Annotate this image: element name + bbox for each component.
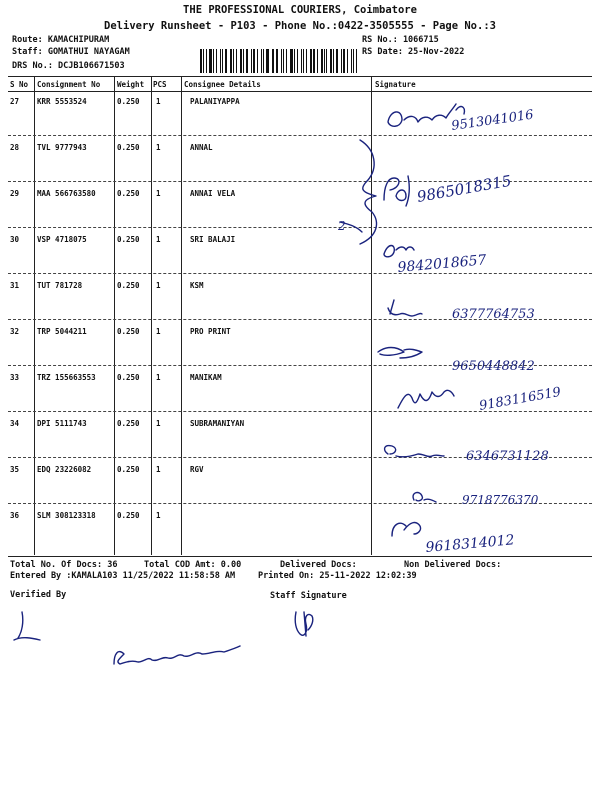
cell-consignment: TUT 781728 <box>37 281 83 290</box>
cell-pcs: 1 <box>156 465 161 474</box>
cell-consignment: MAA 566763580 <box>37 189 96 198</box>
handwritten-phone: 9183116519 <box>478 384 563 414</box>
cell-pcs: 1 <box>156 511 161 520</box>
cell-pcs: 1 <box>156 235 161 244</box>
cell-sno: 27 <box>10 97 20 106</box>
cell-sno: 33 <box>10 373 20 382</box>
cell-weight: 0.250 <box>117 327 140 336</box>
handwritten-phone: 9618314012 <box>424 532 516 556</box>
cell-sno: 28 <box>10 143 20 152</box>
signature-scrawl <box>378 348 422 359</box>
bracket-mark <box>360 140 376 244</box>
cell-weight: 0.250 <box>117 511 140 520</box>
cell-consignee: PALANIYAPPA <box>190 97 240 106</box>
handwritten-phone: 6377764753 <box>452 307 535 322</box>
cell-consignment: TRZ 155663553 <box>37 373 96 382</box>
cell-consignee: PRO PRINT <box>190 327 231 336</box>
route-label: Route: KAMACHIPURAM <box>12 35 110 45</box>
handwritten-phone: 9842018657 <box>396 252 488 276</box>
handwritten-phone: 9865018315 <box>415 171 513 206</box>
handwritten-phone: 9513041016 <box>450 107 535 134</box>
verified-signature <box>114 646 240 664</box>
cell-pcs: 1 <box>156 189 161 198</box>
col-header-consignment: Consignment No <box>37 80 101 89</box>
table-bottom-rule <box>8 556 592 557</box>
staff-label: Staff: GOMATHUI NAYAGAM <box>12 47 130 57</box>
signature-scrawl <box>388 300 422 316</box>
cell-weight: 0.250 <box>117 235 140 244</box>
signature-scrawl <box>384 176 409 206</box>
printed-on: Printed On: 25-11-2022 12:02:39 <box>258 571 417 581</box>
handwritten-phone: 6346731128 <box>466 449 549 464</box>
signature-scrawl <box>392 523 421 536</box>
company-title: THE PROFESSIONAL COURIERS, Coimbatore <box>183 4 417 16</box>
cell-sno: 32 <box>10 327 20 336</box>
cell-consignment: DPI 5111743 <box>37 419 87 428</box>
cell-pcs: 1 <box>156 419 161 428</box>
cell-weight: 0.250 <box>117 97 140 106</box>
staff-signature <box>295 612 313 636</box>
cell-sno: 29 <box>10 189 20 198</box>
cell-pcs: 1 <box>156 97 161 106</box>
handwritten-phone: 9650448842 <box>452 359 535 374</box>
col-header-consignee: Consignee Details <box>184 80 261 89</box>
col-header-signature: Signature <box>375 80 416 89</box>
total-docs: Total No. Of Docs: 36 <box>10 560 118 570</box>
cell-sno: 31 <box>10 281 20 290</box>
cell-pcs: 1 <box>156 327 161 336</box>
total-cod: Total COD Amt: 0.00 <box>144 560 242 570</box>
signature-scrawl <box>384 246 414 257</box>
signature-scrawl <box>398 390 454 408</box>
cell-consignee: ANNAI VELA <box>190 189 236 198</box>
cell-sno: 36 <box>10 511 20 520</box>
cell-weight: 0.250 <box>117 189 140 198</box>
rs-date: RS Date: 25-Nov-2022 <box>362 47 465 57</box>
entered-by: Entered By :KAMALA103 11/25/2022 11:58:58 AM <box>10 571 236 581</box>
signature-scrawl <box>385 446 444 457</box>
col-header-weight: Weight <box>117 80 145 89</box>
cell-consignment: VSP 4718075 <box>37 235 87 244</box>
cell-consignment: EDQ 23226082 <box>37 465 92 474</box>
col-header-sno: S No <box>10 80 29 89</box>
runsheet-title: Delivery Runsheet - P103 - Phone No.:0422-3505555 - Page No.:3 <box>104 20 496 32</box>
verified-by-label: Verified By <box>10 590 67 600</box>
cell-consignment: TRP 5044211 <box>37 327 87 336</box>
cell-weight: 0.250 <box>117 143 140 152</box>
cell-consignee: KSM <box>190 281 204 290</box>
cell-consignee: SRI BALAJI <box>190 235 236 244</box>
signature-scrawl <box>413 493 436 502</box>
cell-consignee: RGV <box>190 465 204 474</box>
staff-signature-label: Staff Signature <box>270 591 347 601</box>
cell-sno: 30 <box>10 235 20 244</box>
verified-signature <box>14 612 40 640</box>
cell-sno: 35 <box>10 465 20 474</box>
col-header-pcs: PCS <box>153 80 167 89</box>
cell-weight: 0.250 <box>117 373 140 382</box>
handwritten-note: 2 <box>338 219 346 233</box>
delivered-docs: Delivered Docs: <box>280 560 357 570</box>
cell-weight: 0.250 <box>117 419 140 428</box>
cell-pcs: 1 <box>156 143 161 152</box>
cell-pcs: 1 <box>156 373 161 382</box>
cell-consignee: SUBRAMANIYAN <box>190 419 245 428</box>
cell-consignment: SLM 308123318 <box>37 511 96 520</box>
cell-pcs: 1 <box>156 281 161 290</box>
non-delivered-docs: Non Delivered Docs: <box>404 560 502 570</box>
cell-consignee: MANIKAM <box>190 373 222 382</box>
cell-weight: 0.250 <box>117 281 140 290</box>
cell-sno: 34 <box>10 419 20 428</box>
drs-number: DRS No.: DCJB106671503 <box>12 61 125 71</box>
cell-consignment: KRR 5553524 <box>37 97 87 106</box>
cell-consignment: TVL 9777943 <box>37 143 87 152</box>
handwritten-phone: 9718776370 <box>462 493 539 507</box>
cell-consignee: ANNAL <box>190 143 213 152</box>
rs-number: RS No.: 1066715 <box>362 35 439 45</box>
cell-weight: 0.250 <box>117 465 140 474</box>
